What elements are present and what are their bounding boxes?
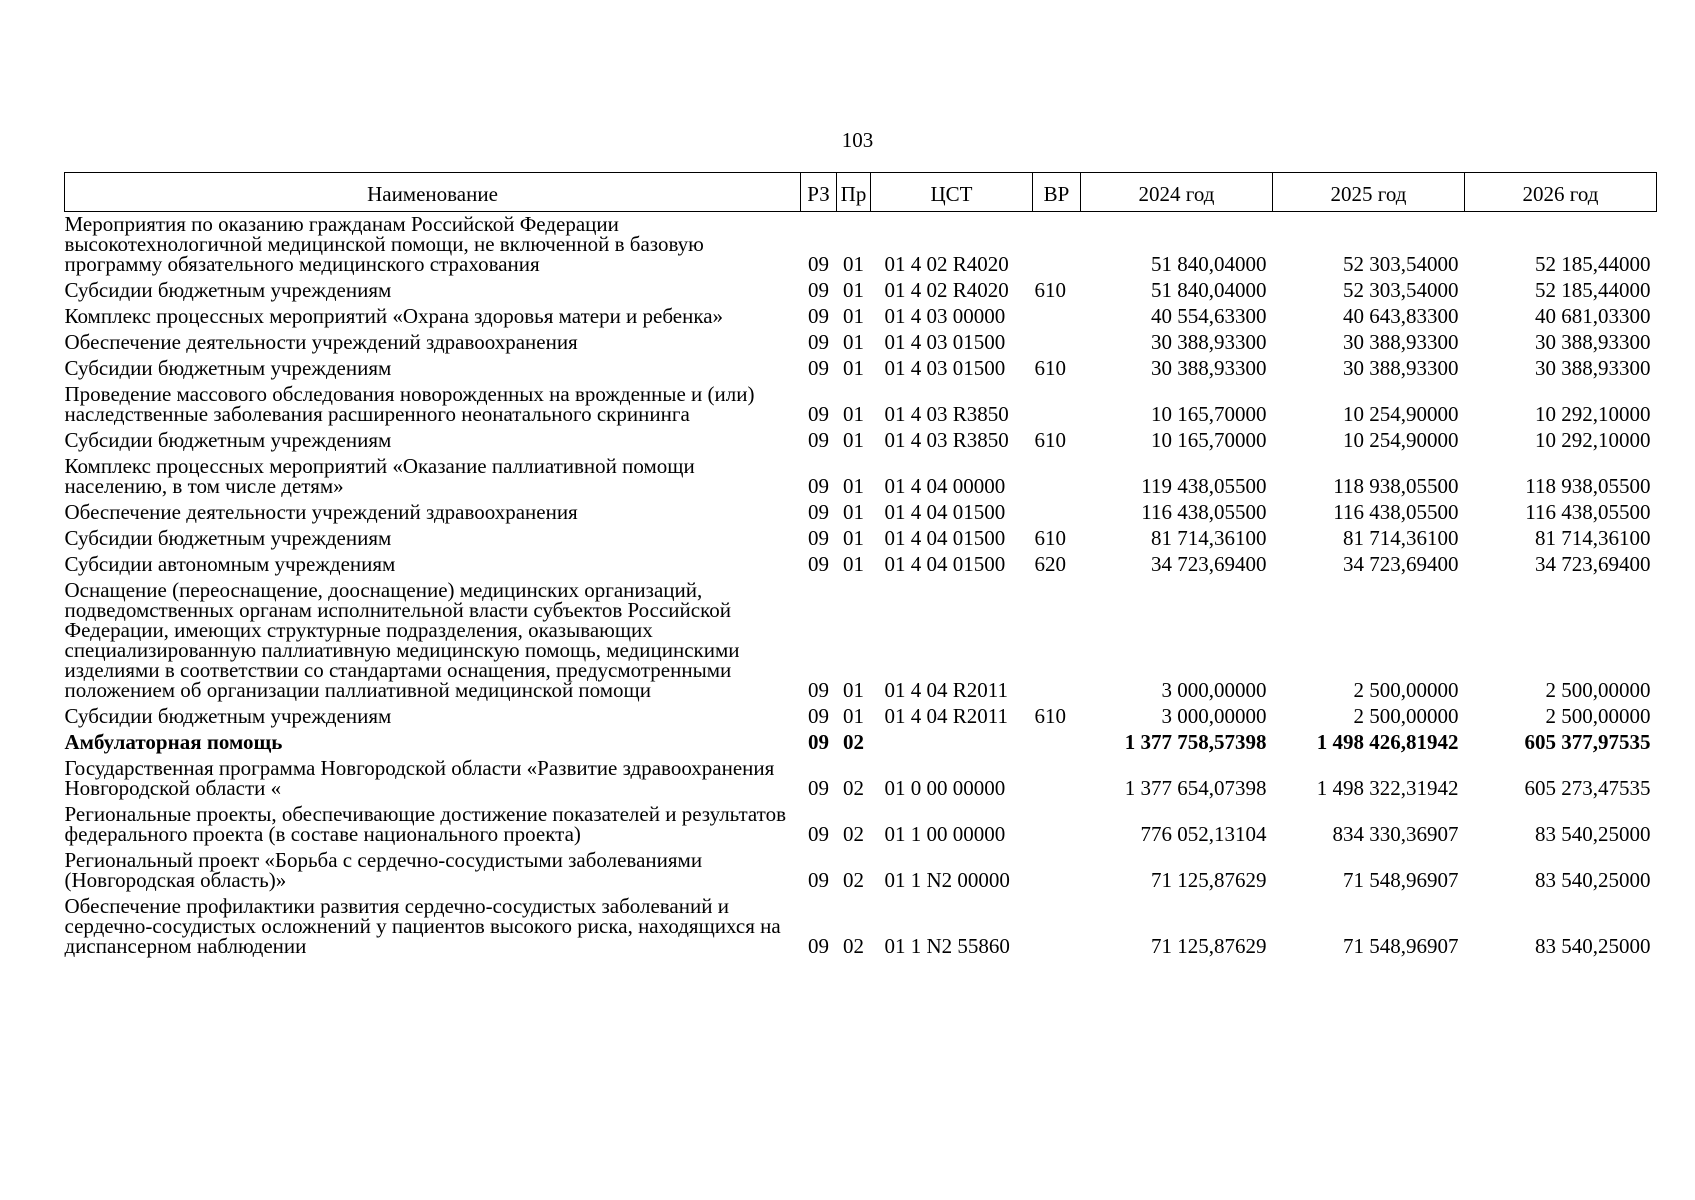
cell-vr: 610	[1034, 704, 1066, 728]
cell-pr: 01	[843, 474, 864, 498]
cell-rz: 09	[808, 428, 829, 452]
cell-rz: 09	[808, 278, 829, 302]
cell-2025: 834 330,36907	[1332, 822, 1459, 846]
cell-name: Комплекс процессных мероприятий «Охрана здоровья матери и ребенка»	[64, 304, 724, 328]
cell-2024: 81 714,36100	[1151, 526, 1267, 550]
cell-pr: 01	[843, 402, 864, 426]
cell-rz: 09	[808, 822, 829, 846]
table-row	[65, 356, 1657, 382]
budget-table	[64, 172, 1657, 960]
table-body	[65, 212, 1657, 961]
cell-name: Обеспечение деятельности учреждений здравоохранения	[64, 500, 578, 524]
cell-2026: 116 438,05500	[1525, 500, 1651, 524]
cell-rz: 09	[808, 678, 829, 702]
header-pr: Пр	[837, 173, 871, 212]
cell-rz: 09	[808, 552, 829, 576]
header-2024: 2024 год	[1081, 173, 1273, 212]
cell-pr: 01	[843, 500, 864, 524]
cell-2025: 34 723,69400	[1343, 552, 1459, 576]
header-2025: 2025 год	[1273, 173, 1465, 212]
cell-cst: 01 4 04 R2011	[884, 704, 1008, 728]
cell-name: Государственная программа Новгородской области «Развитие здравоохранения Новгородской области «	[64, 756, 775, 800]
cell-2026: 10 292,10000	[1535, 402, 1651, 426]
cell-name: Региональный проект «Борьба с сердечно-сосудистыми заболеваниями (Новгородская область)»	[64, 848, 703, 892]
cell-pr: 01	[843, 304, 864, 328]
cell-2024: 3 000,00000	[1161, 678, 1267, 702]
table-row	[65, 278, 1657, 304]
cell-rz: 09	[808, 776, 829, 800]
cell-2024: 34 723,69400	[1151, 552, 1267, 576]
cell-rz: 09	[808, 402, 829, 426]
cell-name: Обеспечение профилактики развития сердечно-сосудистых заболеваний и сердечно-сосудистых осложнений у пациентов высокого риска, находящихся на диспансерном наблюдении	[64, 894, 781, 958]
header-cst: ЦСТ	[871, 173, 1033, 212]
cell-2024: 30 388,93300	[1151, 356, 1267, 380]
cell-vr: 610	[1034, 278, 1066, 302]
cell-vr	[1033, 304, 1081, 330]
cell-name: Мероприятия по оказанию гражданам Российской Федерации высокотехнологичной медицинской помощи, не включенной в базовую программу обязательного медицинского страхования	[64, 212, 704, 276]
cell-name: Субсидии автономным учреждениям	[64, 552, 396, 576]
cell-2026: 30 388,93300	[1535, 356, 1651, 380]
table-row	[65, 704, 1657, 730]
cell-name: Комплекс процессных мероприятий «Оказание паллиативной помощи населению, в том числе детям»	[64, 454, 695, 498]
cell-2026: 30 388,93300	[1535, 330, 1651, 354]
cell-pr: 01	[843, 428, 864, 452]
cell-vr	[1033, 730, 1081, 756]
cell-rz: 09	[808, 934, 829, 958]
cell-rz: 09	[808, 304, 829, 328]
cell-cst: 01 4 04 01500	[884, 500, 1006, 524]
cell-name: Региональные проекты, обеспечивающие достижение показателей и результатов федерального проекта (в составе национального проекта)	[64, 802, 786, 846]
cell-name: Оснащение (переоснащение, дооснащение) медицинских организаций, подведомственных органам исполнительной власти субъектов Российской Федерации, имеющих структурные подразделения, оказывающих специализированную паллиативную медицинскую помощь, медицинскими изделиями в соответствии со стандартами оснащения, предусмотренными положением об организации паллиативной медицинской помощи	[64, 578, 740, 702]
cell-2025: 71 548,96907	[1343, 868, 1459, 892]
cell-name: Субсидии бюджетным учреждениям	[64, 356, 392, 380]
table-row	[65, 382, 1657, 428]
cell-name: Проведение массового обследования новорожденных на врожденные и (или) наследственные заболевания расширенного неонатального скрининга	[64, 382, 755, 426]
cell-pr: 02	[843, 934, 864, 958]
cell-2025: 116 438,05500	[1333, 500, 1459, 524]
table-row	[65, 500, 1657, 526]
cell-pr: 01	[843, 356, 864, 380]
cell-vr	[1033, 330, 1081, 356]
cell-2026: 40 681,03300	[1535, 304, 1651, 328]
cell-2026: 2 500,00000	[1545, 704, 1651, 728]
cell-cst: 01 4 04 R2011	[884, 678, 1008, 702]
cell-2024: 40 554,63300	[1151, 304, 1267, 328]
cell-cst	[871, 730, 1033, 756]
cell-2026: 34 723,69400	[1535, 552, 1651, 576]
cell-2024: 119 438,05500	[1141, 474, 1267, 498]
table-row	[65, 578, 1657, 704]
header-2026: 2026 год	[1465, 173, 1657, 212]
cell-2024: 3 000,00000	[1161, 704, 1267, 728]
cell-pr: 02	[843, 730, 864, 754]
cell-2024: 51 840,04000	[1151, 252, 1267, 276]
cell-vr	[1033, 500, 1081, 526]
cell-2025: 1 498 322,31942	[1316, 776, 1459, 800]
cell-cst: 01 4 03 01500	[884, 356, 1006, 380]
cell-vr	[1033, 848, 1081, 894]
header-vr: ВР	[1033, 173, 1081, 212]
cell-vr	[1033, 212, 1081, 279]
cell-2025: 40 643,83300	[1343, 304, 1459, 328]
cell-rz: 09	[808, 356, 829, 380]
cell-pr: 01	[843, 526, 864, 550]
table-row	[65, 756, 1657, 802]
cell-vr	[1033, 756, 1081, 802]
table-row	[65, 552, 1657, 578]
cell-2025: 10 254,90000	[1343, 428, 1459, 452]
cell-2025: 30 388,93300	[1343, 356, 1459, 380]
header-rz: РЗ	[801, 173, 837, 212]
table-row	[65, 212, 1657, 279]
cell-2025: 2 500,00000	[1353, 704, 1459, 728]
cell-2026: 10 292,10000	[1535, 428, 1651, 452]
cell-cst: 01 1 N2 55860	[884, 934, 1010, 958]
table-header	[65, 173, 1657, 212]
cell-2024: 71 125,87629	[1151, 934, 1267, 958]
cell-name: Субсидии бюджетным учреждениям	[64, 428, 392, 452]
cell-cst: 01 0 00 00000	[884, 776, 1006, 800]
cell-2025: 118 938,05500	[1333, 474, 1459, 498]
cell-2026: 2 500,00000	[1545, 678, 1651, 702]
cell-2026: 83 540,25000	[1535, 934, 1651, 958]
table-row	[65, 330, 1657, 356]
table-row	[65, 730, 1657, 756]
cell-pr: 02	[843, 776, 864, 800]
cell-rz: 09	[808, 868, 829, 892]
cell-2024: 30 388,93300	[1151, 330, 1267, 354]
cell-cst: 01 4 04 01500	[884, 526, 1006, 550]
cell-2025: 71 548,96907	[1343, 934, 1459, 958]
header-name: Наименование	[65, 173, 801, 212]
cell-2025: 52 303,54000	[1343, 278, 1459, 302]
cell-name: Амбулаторная помощь	[64, 730, 283, 754]
cell-cst: 01 4 03 R3850	[884, 428, 1009, 452]
cell-2024: 10 165,70000	[1151, 428, 1267, 452]
cell-rz: 09	[808, 252, 829, 276]
cell-2026: 605 377,97535	[1524, 730, 1651, 754]
cell-vr: 610	[1034, 356, 1066, 380]
cell-2024: 71 125,87629	[1151, 868, 1267, 892]
cell-pr: 01	[843, 552, 864, 576]
cell-rz: 09	[808, 330, 829, 354]
cell-cst: 01 4 03 00000	[884, 304, 1006, 328]
cell-vr: 610	[1034, 526, 1066, 550]
cell-2026: 83 540,25000	[1535, 822, 1651, 846]
cell-vr: 620	[1034, 552, 1066, 576]
cell-2024: 1 377 758,57398	[1124, 730, 1267, 754]
cell-2026: 118 938,05500	[1525, 474, 1651, 498]
cell-cst: 01 4 02 R4020	[884, 252, 1009, 276]
cell-2026: 605 273,47535	[1524, 776, 1651, 800]
cell-vr	[1033, 894, 1081, 960]
cell-rz: 09	[808, 526, 829, 550]
table-row	[65, 802, 1657, 848]
cell-2024: 51 840,04000	[1151, 278, 1267, 302]
cell-2024: 116 438,05500	[1141, 500, 1267, 524]
cell-2025: 81 714,36100	[1343, 526, 1459, 550]
cell-vr	[1033, 802, 1081, 848]
cell-pr: 01	[843, 704, 864, 728]
cell-cst: 01 4 04 00000	[884, 474, 1006, 498]
cell-vr	[1033, 382, 1081, 428]
page-number: 103	[841, 128, 874, 152]
cell-pr: 01	[843, 678, 864, 702]
cell-2024: 10 165,70000	[1151, 402, 1267, 426]
table-row	[65, 428, 1657, 454]
cell-name: Субсидии бюджетным учреждениям	[64, 278, 392, 302]
cell-2026: 83 540,25000	[1535, 868, 1651, 892]
cell-rz: 09	[808, 474, 829, 498]
cell-2026: 52 185,44000	[1535, 252, 1651, 276]
cell-2025: 1 498 426,81942	[1316, 730, 1459, 754]
cell-pr: 02	[843, 822, 864, 846]
cell-pr: 01	[843, 330, 864, 354]
table-row	[65, 454, 1657, 500]
cell-rz: 09	[808, 704, 829, 728]
cell-2025: 10 254,90000	[1343, 402, 1459, 426]
cell-2026: 81 714,36100	[1535, 526, 1651, 550]
cell-2025: 30 388,93300	[1343, 330, 1459, 354]
cell-name: Обеспечение деятельности учреждений здравоохранения	[64, 330, 578, 354]
cell-vr	[1033, 454, 1081, 500]
cell-pr: 01	[843, 278, 864, 302]
cell-name: Субсидии бюджетным учреждениям	[64, 704, 392, 728]
table-row	[65, 304, 1657, 330]
cell-pr: 02	[843, 868, 864, 892]
cell-2026: 52 185,44000	[1535, 278, 1651, 302]
cell-2025: 2 500,00000	[1353, 678, 1459, 702]
cell-cst: 01 1 N2 00000	[884, 868, 1010, 892]
table-row	[65, 894, 1657, 960]
cell-vr: 610	[1034, 428, 1066, 452]
cell-rz: 09	[808, 500, 829, 524]
table-row	[65, 848, 1657, 894]
cell-cst: 01 1 00 00000	[884, 822, 1006, 846]
cell-name: Субсидии бюджетным учреждениям	[64, 526, 392, 550]
cell-cst: 01 4 04 01500	[884, 552, 1006, 576]
cell-pr: 01	[843, 252, 864, 276]
cell-cst: 01 4 02 R4020	[884, 278, 1009, 302]
cell-cst: 01 4 03 01500	[884, 330, 1006, 354]
cell-2024: 1 377 654,07398	[1124, 776, 1267, 800]
cell-2025: 52 303,54000	[1343, 252, 1459, 276]
cell-cst: 01 4 03 R3850	[884, 402, 1009, 426]
table-row	[65, 526, 1657, 552]
cell-rz: 09	[808, 730, 829, 754]
cell-2024: 776 052,13104	[1140, 822, 1267, 846]
cell-vr	[1033, 578, 1081, 704]
